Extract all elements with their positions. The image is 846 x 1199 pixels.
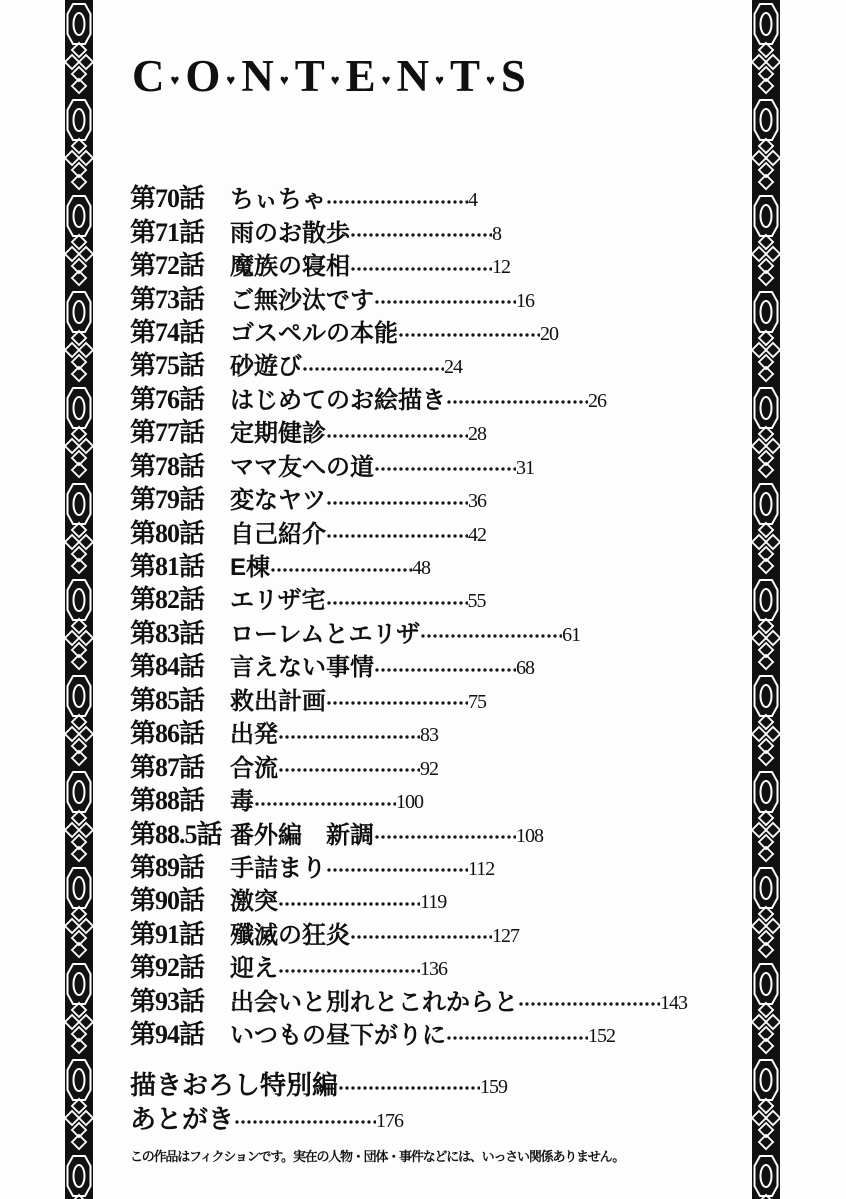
title-letter: O bbox=[185, 51, 222, 101]
chapter-title: 番外編 新調 bbox=[230, 821, 374, 849]
toc-row bbox=[130, 581, 740, 614]
page-number: 24 bbox=[444, 356, 462, 379]
chapter-number: 第75話 bbox=[130, 351, 205, 381]
page-number: 12 bbox=[492, 256, 510, 279]
heart-icon: ♥ bbox=[435, 72, 445, 89]
toc-row bbox=[130, 782, 740, 815]
page-number: 92 bbox=[420, 757, 438, 780]
toc-row bbox=[130, 815, 740, 848]
chapter-number: 第86話 bbox=[130, 719, 205, 749]
fiction-disclaimer: この作品はフィクションです。実在の人物・団体・事件などには、いっさい関係ありません。 bbox=[130, 1149, 625, 1164]
toc-row bbox=[130, 548, 740, 581]
dot-leader bbox=[326, 866, 468, 874]
chapter-title: 殲滅の狂炎 bbox=[230, 921, 350, 949]
chapter-title: 言えない事情 bbox=[230, 654, 374, 682]
chapter-number: 第80話 bbox=[130, 518, 205, 548]
chapter-title: 出会いと別れとこれからと bbox=[230, 988, 518, 1016]
title-letter: T bbox=[449, 51, 481, 101]
page-number: 68 bbox=[516, 657, 534, 680]
chapter-list bbox=[130, 180, 740, 1049]
page-number: 36 bbox=[468, 490, 486, 513]
toc-row bbox=[130, 748, 740, 781]
page-number: 28 bbox=[468, 423, 486, 446]
toc-row bbox=[130, 882, 740, 915]
chapter-number: 第76話 bbox=[130, 384, 205, 414]
heart-icon: ♥ bbox=[170, 72, 181, 89]
toc-row bbox=[130, 682, 740, 715]
dot-leader bbox=[302, 365, 444, 373]
dot-leader bbox=[374, 833, 516, 841]
dot-leader bbox=[278, 733, 420, 741]
extra-row bbox=[130, 1100, 740, 1134]
chapter-number: 第77話 bbox=[130, 418, 205, 448]
title-letter: E bbox=[345, 51, 377, 101]
chain-pattern-icon bbox=[752, 0, 780, 1199]
chapter-title: 雨のお散歩 bbox=[230, 219, 350, 247]
toc-row bbox=[130, 314, 740, 347]
chapter-title: はじめてのお絵描き bbox=[230, 386, 446, 414]
toc-row bbox=[130, 648, 740, 681]
chapter-title: 迎え bbox=[230, 955, 278, 983]
page-number: 152 bbox=[588, 1025, 615, 1048]
page-title bbox=[132, 50, 527, 102]
dot-leader bbox=[350, 933, 492, 941]
page-number: 112 bbox=[468, 857, 495, 880]
page-number: 20 bbox=[540, 322, 558, 345]
chapter-number: 第79話 bbox=[130, 485, 205, 515]
page-number: 75 bbox=[468, 690, 486, 713]
chapter-title: いつもの昼下がりに bbox=[230, 1022, 446, 1050]
chapter-number: 第92話 bbox=[130, 953, 205, 983]
dot-leader bbox=[350, 231, 492, 239]
toc-row bbox=[130, 180, 740, 213]
chapter-number: 第78話 bbox=[130, 451, 205, 481]
dot-leader bbox=[326, 432, 468, 440]
toc-row bbox=[130, 213, 740, 246]
page-number: 31 bbox=[516, 456, 534, 479]
page-number: 8 bbox=[492, 222, 501, 245]
toc-row bbox=[130, 916, 740, 949]
title-letter: T bbox=[294, 51, 326, 101]
toc-row bbox=[130, 849, 740, 882]
toc-row bbox=[130, 381, 740, 414]
chapter-title: 救出計画 bbox=[230, 687, 326, 715]
chapter-title: 合流 bbox=[230, 754, 278, 782]
chapter-title: 定期健診 bbox=[230, 420, 326, 448]
chapter-title: 激突 bbox=[230, 888, 278, 916]
page-number: 16 bbox=[516, 289, 534, 312]
chapter-title: 毒 bbox=[230, 788, 254, 816]
dot-leader bbox=[420, 632, 562, 640]
dot-leader bbox=[278, 766, 420, 774]
page-number: 4 bbox=[468, 189, 477, 212]
ornament-border-left bbox=[65, 0, 93, 1199]
dot-leader bbox=[234, 1118, 376, 1126]
page-number: 127 bbox=[492, 924, 519, 947]
dot-leader bbox=[374, 298, 516, 306]
page-number: 26 bbox=[588, 389, 606, 412]
dot-leader bbox=[326, 532, 468, 540]
chapter-title: 砂遊び bbox=[230, 353, 302, 381]
dot-leader bbox=[326, 499, 468, 507]
chapter-number: 第74話 bbox=[130, 317, 205, 347]
dot-leader bbox=[326, 198, 468, 206]
chapter-number: 第73話 bbox=[130, 284, 205, 314]
toc-row bbox=[130, 347, 740, 380]
heart-icon: ♥ bbox=[279, 72, 290, 89]
toc-row bbox=[130, 247, 740, 280]
chapter-title: ちぃちゃ bbox=[230, 186, 326, 214]
chapter-number: 第72話 bbox=[130, 251, 205, 281]
chapter-title: ゴスペルの本能 bbox=[230, 319, 398, 347]
page-number: 42 bbox=[468, 523, 486, 546]
heart-icon: ♥ bbox=[381, 72, 392, 89]
chapter-number: 第93話 bbox=[130, 986, 205, 1016]
toc-row bbox=[130, 481, 740, 514]
page-number: 136 bbox=[420, 958, 447, 981]
page-number: 119 bbox=[420, 891, 447, 914]
toc-row bbox=[130, 1016, 740, 1049]
heart-icon: ♥ bbox=[330, 72, 341, 89]
dot-leader bbox=[446, 398, 588, 406]
page-number: 159 bbox=[480, 1075, 508, 1098]
chapter-title: ローレムとエリザ bbox=[230, 620, 421, 648]
dot-leader bbox=[350, 265, 492, 273]
chapter-number: 第94話 bbox=[130, 1020, 205, 1050]
dot-leader bbox=[270, 566, 412, 574]
dot-leader bbox=[398, 331, 540, 339]
chapter-title: エリザ宅 bbox=[230, 587, 326, 615]
dot-leader bbox=[278, 967, 420, 975]
chapter-number: 第89話 bbox=[130, 852, 205, 882]
heart-icon: ♥ bbox=[226, 72, 237, 89]
chapter-title: ママ友への道 bbox=[230, 453, 374, 481]
extras-list bbox=[130, 1066, 740, 1134]
page-number: 143 bbox=[660, 991, 687, 1014]
toc-row bbox=[130, 615, 740, 648]
page-number: 176 bbox=[376, 1109, 404, 1132]
chapter-number: 第70話 bbox=[130, 184, 205, 214]
toc-row bbox=[130, 514, 740, 547]
chapter-number: 第90話 bbox=[130, 886, 205, 916]
dot-leader bbox=[338, 1084, 480, 1092]
ornament-border-right bbox=[752, 0, 780, 1199]
page-number: 108 bbox=[516, 824, 543, 847]
chapter-number: 第82話 bbox=[130, 585, 205, 615]
chapter-number: 第88話 bbox=[130, 786, 205, 816]
chapter-title: 自己紹介 bbox=[230, 520, 326, 548]
toc-row bbox=[130, 983, 740, 1016]
title-letter: S bbox=[500, 51, 527, 101]
dot-leader bbox=[326, 699, 468, 707]
title-letter: N bbox=[396, 51, 431, 101]
chapter-number: 第81話 bbox=[130, 552, 205, 582]
dot-leader bbox=[446, 1034, 588, 1042]
chapter-number: 第88.5話 bbox=[130, 819, 222, 849]
chapter-title: E棟 bbox=[230, 554, 271, 582]
chapter-number: 第91話 bbox=[130, 919, 205, 949]
toc-row bbox=[130, 949, 740, 982]
dot-leader bbox=[518, 1000, 660, 1008]
extra-row bbox=[130, 1066, 740, 1100]
extra-title: 描きおろし特別編 bbox=[130, 1069, 339, 1100]
toc-row bbox=[130, 280, 740, 313]
page-number: 48 bbox=[412, 557, 431, 580]
page-number: 61 bbox=[562, 623, 581, 646]
title-letter: N bbox=[241, 51, 275, 101]
dot-leader bbox=[374, 465, 516, 473]
heart-icon: ♥ bbox=[486, 72, 496, 89]
chapter-title: 手詰まり bbox=[230, 854, 326, 882]
chapter-title: 魔族の寝相 bbox=[230, 253, 350, 281]
toc-row bbox=[130, 715, 740, 748]
dot-leader bbox=[374, 666, 516, 674]
chain-pattern-icon bbox=[65, 0, 93, 1199]
chapter-number: 第87話 bbox=[130, 752, 205, 782]
dot-leader bbox=[278, 900, 420, 908]
page-number: 83 bbox=[420, 724, 438, 747]
extra-title: あとがき bbox=[130, 1103, 235, 1134]
chapter-title: ご無沙汰です bbox=[230, 286, 374, 314]
chapter-number: 第85話 bbox=[130, 685, 205, 715]
content-column bbox=[130, 0, 740, 1199]
chapter-number: 第71話 bbox=[130, 217, 205, 247]
chapter-number: 第83話 bbox=[130, 618, 205, 648]
page-number: 100 bbox=[396, 791, 423, 814]
toc-row bbox=[130, 414, 740, 447]
dot-leader bbox=[326, 599, 468, 607]
title-letter: C bbox=[132, 51, 166, 101]
dot-leader bbox=[254, 800, 396, 808]
chapter-title: 出発 bbox=[230, 721, 278, 749]
chapter-title: 変なヤツ bbox=[230, 487, 326, 515]
page-number: 55 bbox=[467, 590, 486, 613]
chapter-number: 第84話 bbox=[130, 652, 205, 682]
toc-row bbox=[130, 448, 740, 481]
